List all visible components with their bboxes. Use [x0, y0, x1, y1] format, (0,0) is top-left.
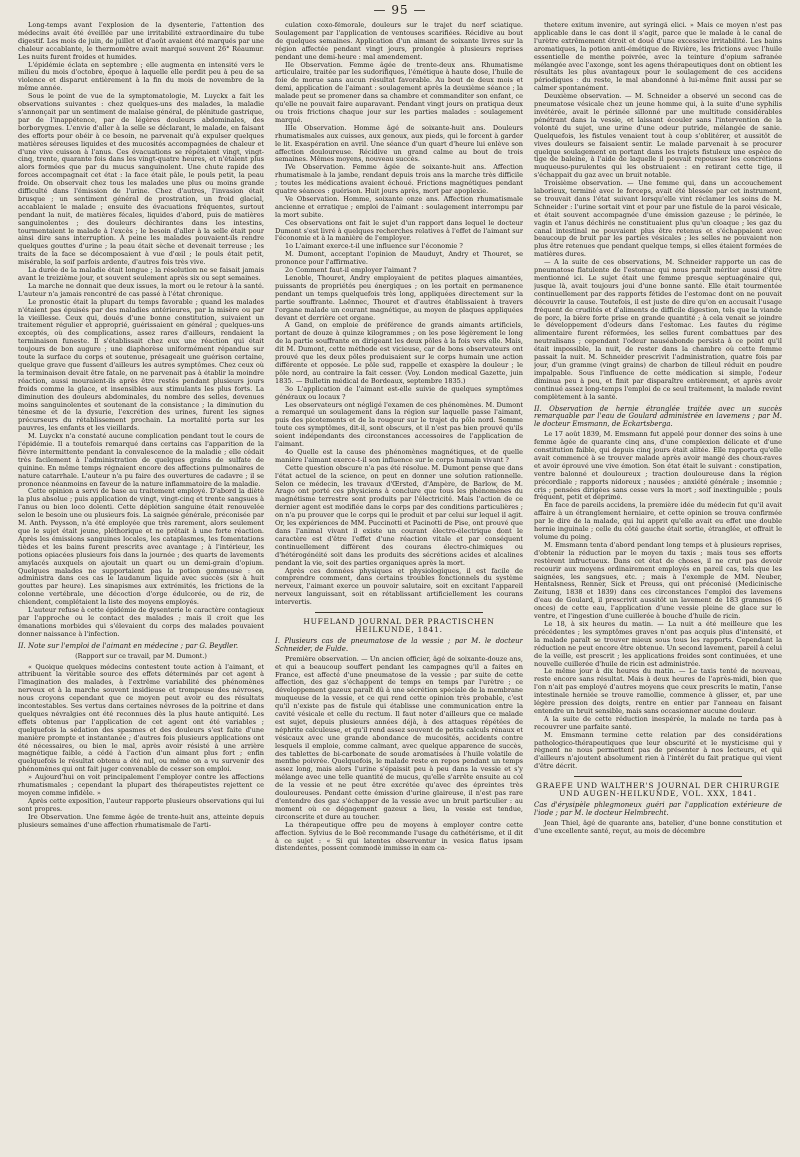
paragraph: « Quoique quelques médecins contestent toute action à l'aimant, et attribuent la véritable source des effets déterminés par cet agent à l'imagination des malades, à l'extrême variabilité des phénomènes nerveux et à la marche souvent insidieuse et trompeuse des névroses, nous croyons cependant que ce moyen peut avoir eu des résultats incontestables. Ses vertus dans certaines névroses de la poitrine et dans quelques névralgies ont été reconnues dès la plus haute antiquité. Les effets obtenus par l'application de cet agent ont été variables ; quelquefois la sédation des spasmes et des douleurs s'est faite d'une manière prompte et instantanée ; d'autres fois plusieurs applications ont été nécessaires, ou bien le mal, après avoir résisté à une arrière magnétique faible, a cédé à l'action d'un aimant plus fort ; enfin quelquefois le résultat obtenu a été nul, ou même on a vu survenir des phénomènes qui ont fait juger convenable de cesser son emploi.	[18, 662, 264, 774]
paragraph: Deuxième observation. — M. Schneider a observé un second cas de pneumatose vésicale chez un jeune homme qui, à la suite d'une syphilis invétérée, avait le périnée sillonné par une multitude considérables pénétrant dans la vessie, et laissant écouler sans l'intervention de la volonté du sujet, une urine d'une odeur putride, mélangée de sanie. Quelquefois, les fistules venaient tout à coup s'oblitérer, et aussitôt de vives douleurs se faisaient sentir. Le malade parvenait à se procurer quelque soulagement en portant dans les trajets fistuleux une espèce de tige de baleine, à l'aide de laquelle il pouvait repousser les concrétions muqueuso-purulentes qui les obstruaient : en retirant cette tige, il s'échappait du gaz avec un bruit notable.	[534, 92, 782, 180]
paragraph: culation coxo-fémorale, douleurs sur le trajet du nerf sciatique. Soulagement par l'application de ventouses scarifiées. Récidive au bout de quelques semaines. Application d'un aimant de soixante livres sur la région affectée pendant vingt jours, prolongée à plusieurs reprises pendant une demi-heure : mal amendement.	[275, 22, 523, 61]
paragraph: — A la suite de ces observations, M. Schneider rapporte un cas de pneumatose flatulente de l'estomac qui nous paraît mériter aussi d'être mentionné ici. Le sujet était une femme presque septuagénaire qui, jusque là, avait toujours joui d'une bonne santé. Elle était tourmentée continuellement par des rapports fétides de l'estomac dont on ne pouvait découvrir la cause. Toutefois, il est juste de dire qu'on en accusait l'usage fréquent de crudités et d'aliments de difficile digestion, tels que la viande de porc, la bière forte prise en grande quantité ; à cela venait se joindre le développement d'odeurs dans l'estomac. Les fautes du régime alimentaire furent réformées, les selles furent combattues par des neutralisans ; cependant l'odeur nauséabonde persista à ce point qu'il était impossible, la nuit, de rester dans la chambre où cette femme passait la nuit. M. Schneider prescrivit l'administration, quatre fois par jour, d'un gramme (vingt grains) de charbon de tilleul réduit en poudre impalpable. Sous l'influence de cette médication si simple, l'odeur diminua peu à peu, et finit par disparaître entièrement, et après avoir continué assez long-temps l'emploi de ce seul traitement, la malade revint complètement à la santé.	[534, 258, 782, 401]
paragraph: M. Dumont, acceptant l'opinion de Mauduyt, Andry et Thouret, se prononce pour l'affirmative.	[275, 250, 523, 267]
paragraph: Les observateurs ont négligé l'examen de ces phénomènes. M. Dumont a remarqué un soulagement dans la région sur laquelle passe l'aimant, puis des picotements et de la rougeur sur le trajet du pôle nord. Somme toute ces symptômes, dit-il, sont obscurs, et il n'est pas bien prouvé qu'ils soient indépendants des circonstances accessoires de l'application de l'aimant.	[275, 400, 523, 449]
paragraph: L'auteur refuse à cette épidémie de dysenterie le caractère contagieux par l'approche ou le contact des malades ; mais il croit que les émanations morbides qui s'élevaient du corps des malades pouvaient donner naissance à l'infection.	[18, 606, 264, 638]
paragraph: Le 17 août 1839, M. Emsmann fut appelé pour donner des soins à une femme âgée de quarante cinq ans, d'une complexion délicate et d'une constitution faible, qui depuis cinq jours était alitée. Elle rapporta qu'elle avait commencé à se trouver malade après avoir mangé des choux-raves et avoir éprouvé une vive émotion. Son état était le suivant : constipation, ventre balonné et douloureux ; traction douloureuse dans la région précordiale ; rapports nidoreux ; nausées ; anxiété générale ; insomnie ; cris ; pensées dirigées sans cesse vers la mort ; soif inextinguible ; pouls fréquent, petit et déprimé.	[534, 430, 782, 502]
paragraph: Après ces données physiques et physiologiques, il est facile de comprendre comment, dans certains troubles fonctionnels du système nerveux, l'aimant exerce un pouvoir salutaire, soit en excitant l'appareil nerveux languissant, soit en rétablissant artificiellement les courans intervertis.	[275, 566, 523, 607]
paragraph: 4o Quelle est la cause des phénomènes magnétiques, et de quelle manière l'aimant exerce-t-il son influence sur le corps humain vivant ?	[275, 447, 523, 464]
paragraph: Le pronostic était la plupart du temps favorable ; quand les malades n'étaient pas épuisés par des maladies antérieures, par la misère ou par la vieillesse. Ceux qui, doués d'une bonne constitution, suivaient un traitement régulier et approprié, guérissaient en général ; quelques-uns exceptés, où des complications, assez rares d'ailleurs, rendaient la terminaison funeste. Il s'établissait chez eux une réaction qui était toujours de bon augure ; une diaphorèse uniformément répandue sur toute la surface du corps et soutenue, présageait une guérison certaine, quelque grave que fussent d'ailleurs les autres symptômes. Chez ceux où la terminaison devait être fatale, on ne parvenait pas à établir la moindre réaction, aussi mouraient-ils après être restés pendant plusieurs jours froids comme la glace, et insensibles aux stimulants les plus forts. La diminution des douleurs abdominales, du nombre des selles, devenues moins sanguinolentes et soutenant de la consistance ; la diminution du ténesme et de la dysurie, l'excrétion des urines, furent les signes précurseurs du rétablissement prochain. La mortalité porta sur les pauvres, les enfants et les vieillards.	[18, 297, 264, 433]
paragraph: La durée de la maladie était longue ; la résolution ne se faisait jamais avant le treizième jour, et souvent seulement après six ou sept semaines.	[18, 266, 264, 282]
paragraph: IIe Observation. Femme âgée de trente-deux ans. Rhumatisme articulaire, traitée par les sudorifiques, l'émétique à haute dose, l'huile de foie de morue sans aucun résultat favorable. Au bout de deux mois et demi, application de l'aimant : soulagement après la deuxième séance ; la malade peut se promener dans sa chambre et commanditer son enfant, ce qu'elle ne pouvait faire auparavant. Pendant vingt jours on pratiqua deux ou trois frictions chaque jour sur les parties malades : soulagement marqué.	[275, 60, 523, 124]
paragraph: La thérapeutique offre peu de moyens à employer contre cette affection. Sylvius de le Boë recommande l'usage du cathétérisme, et il dit à ce sujet : « Si qui latentes observentur in vesica flatus ipsam distendentes, possent commodè immisso in eam ca-	[275, 820, 523, 853]
section-title: Cas d'érysipèle phlegmoneux guéri par l'application extérieure de l'iode ; par M. le docteur Helmbrecht.	[534, 801, 782, 817]
section-title: I. Plusieurs cas de pneumatose de la vessie ; par M. le docteur Schneider, de Fulde.	[275, 636, 523, 653]
column-middle	[275, 22, 523, 1150]
section-title: II. Note sur l'emploi de l'aimant en médecine ; par G. Beydler.	[18, 641, 239, 650]
paragraph: Ces observations ont fait le sujet d'un rapport dans lequel le docteur Dumont s'est livré à quelques recherches relatives à l'effet de l'aimant sur l'économie et à la manière de l'employer.	[275, 218, 523, 243]
paragraph: 1o L'aimant exerce-t-il une influence sur l'économie ?	[285, 242, 463, 251]
paragraph: M. Emsmann termine cette relation par des considérations pathologico-thérapeutiques que leur obscurité et le mysticisme qui y règnent ne nous permettent pas de présenter à nos lecteurs, et qui d'ailleurs n'ajoutent absolument rien à l'intérêt du fait pratique qui vient d'être décrit.	[534, 730, 782, 771]
journal-heading: GRAEFE UND WALTHER'S JOURNAL DER CHIRURGIE UND AUGEN-HEILKUNDE, VOL. XXX, 1841.	[536, 781, 780, 799]
section-title: II. Observation de hernie étranglée traitée avec un succès remarquable par l'eau de Goulard administrée en lavemens ; par M. le docteur Emsmann, de Eckartsberga.	[534, 404, 782, 429]
column-right	[534, 22, 782, 1150]
paragraph: A la suite de cette réduction inespérée, la malade ne tarda pas à recouvrer une parfaite santé.	[534, 714, 782, 731]
paragraph: IVe Observation. Femme âgée de soixante-huit ans. Affection rhumatismale à la jambe, rendant depuis trois ans la marche très difficile ; toutes les médications avaient échoué. Frictions magnétiques pendant quatre séances : guérison. Huit jours après, mort par apoplexie.	[275, 163, 523, 196]
paragraph: Cette question obscure n'a pas été résolue. M. Dumont pense que dans l'état actuel de la science, on peut en donner une solution rationnelle. Selon ce médecin, les travaux d'Œrsted, d'Ampère, de Barlow, de M. Arago ont porté ces physiciens à conclure que tous les phénomènes du magnétisme terrestre sont produits par l'électricité. Mais l'action de ce dernier agent est modifiée dans le corps par des conditions particulières ; on n'a pu prouver que le corps qui le produit et par celui sur lequel il agit. Or, les expériences de MM. Puccinotti et Pacinotti de Pise, ont prouvé que dans l'animal vivant il existe un courant électro-électrique dont le caractère est d'être l'effet d'une réaction vitale et par conséquent continuellement différent des courans électro-chimiques ou d'hétérogénéité soit dans les produits des sécrétions acides et alcalines pendant la vie, soit des parties organiques après la mort.	[275, 463, 523, 567]
paragraph: Long-temps avant l'explosion de la dysenterie, l'attention des médecins avait été éveillée par une irritabilité extraordinaire du tube digestif. Les mois de juin, de juillet et d'août avaient été marqués par une chaleur accablante, le thermomètre avait marqué souvent 26° Réaumur. Les nuits furent froides et humides.	[18, 22, 264, 61]
paragraph: Lenoble, Thouret, Andry employaient de petites plaques aimantées, puissants de propriétés peu énergiques ; on les portait en permanence pendant un temps quelquefois très long, appliquées directement sur la partie souffrante. Laënnec, Thouret et d'autres établissaient à travers l'organe malade un courant magnétique, au moyen de plaques appliquées devant et derrière cet organe.	[275, 274, 523, 322]
paragraph: Le même jour à dix heures du matin. — Le taxis tenté de nouveau, reste encore sans résultat. Mais à deux heures de l'après-midi, bien que l'on n'ait pas employé d'autres moyens que ceux prescrits le matin, l'anse intestinale herniée se trouve ramollie, commence à glisser, et, par une légère pression des doigts, rentre en entier par l'anneau en faisant entendre un bruit sensible, mais sans occasionner aucune douleur.	[534, 667, 782, 715]
paragraph: A Gand, on emploie de préférence de grands aimants artificiels, portant de douze à quinze kilogrammes ; on les pose légèrement le long de la partie souffrante en dirigeant les deux pôles à la fois vers elle. Mais, dit M. Dumont, cette méthode est vicieuse, car de bons observateurs ont prouvé que les deux pôles produisaient sur le corps humain une action différente et opposée. Le pôle sud, rappelle et exaspère la douleur ; le pôle nord, au contraire la fait cesser. (Voy. London medical Gazette, juin 1835. — Bulletin médical de Bordeaux, septembre 1835.)	[275, 321, 523, 385]
journal-heading: HUFELAND JOURNAL DER PRACTISCHEN HEILKUNDE, 1841.	[303, 617, 495, 634]
paragraph: Cette opinion a servi de base au traitement employé. D'abord la diète la plus absolue ; puis application de vingt, vingt-cinq et trente sangsues à l'anus ou bien loco dolenti. Cette déplétion sanguine était renouvelée selon le besoin une ou plusieurs fois. La saignée générale, préconisée par M. Anth. Peysson, n'a été employée que très rarement, alors seulement que le sujet était jeune, pléthorique et ne prêtait à une forte réaction. Après les émissions sanguines locales, les cataplasmes, les fomentations tièdes et les bains furent prescrits avec avantage ; à l'intérieur, les potions opiacées plusieurs fois dans la journée ; des quarts de lavements amylacés auxquels on ajoutait un quart ou un demi-grain d'opium. Quelques malades ne supportaient pas la potion gommeuse : on administra dans ces cas le laudanum liquide avec succès (six à huit gouttes par heure). Les sinapismes aux extrémités, les frictions de la colonne vertébrale, une décoction d'orge édulcorée, ou de riz, de chiendent, complétaient la liste des moyens employés.	[18, 487, 264, 607]
page-number: — 95 —	[373, 3, 427, 17]
paragraph: Troisième observation. — Une femme qui, dans un accouchement laborieux, terminé avec le forceps, avait été blessée par cet instrument, se trouvait dans l'état suivant lorsqu'elle vint réclamer les soins de M. Schneider : l'urine sortait vint et pour par une fistule de la paroi vésicale, et était souvent accompagnée d'une émission gazeuse ; le périnée, le vagin et l'anus déchirés ne constituaient plus qu'un cloaque ; les gaz du canal intestinal ne pouvaient plus être retenus et s'échappaient avec beaucoup de bruit par les parties vésicales ; les selles ne pouvaient non plus être retenues que pendant quelque temps, si elles étaient formées de matières dures.	[534, 179, 782, 259]
paragraph: M. Luyckx n'a constaté aucune complication pendant tout le cours de l'épidémie. Il a toutefois remarqué dans certains cas l'apparition de la fièvre intermittente pendant la convalescence de la maladie ; elle cédait très facilement à l'administration de quelques grains de sulfate de quinine. En même temps régnaient encore des affections pulmonaires de nature catarrhale. L'auteur n'a pu faire des ouvertures de cadavre ; il se prononce néanmoins en faveur de la nature inflammatoire de la maladie.	[18, 432, 264, 488]
paragraph: La marche ne donnait que deux issues, la mort ou le retour à la santé. L'auteur n'a jamais rencontré de cas passé à l'état chronique.	[18, 281, 264, 298]
paragraph: » Aujourd'hui on voit principalement l'employer contre les affections rhumatismales ; cependant la plupart des thérapeutistes rejettent ce moyen comme infidèle. »	[18, 773, 264, 797]
paragraph: Après cette exposition, l'auteur rapporte plusieurs observations qui lui sont propres.	[18, 796, 264, 813]
paragraph: Sous le point de vue de la symptomatologie, M. Luyckx a fait les observations suivantes : chez quelques-uns des malades, la maladie s'annonçait par un sentiment de malaise général, de plénitude gastrique, par de l'inappétence, par de légères douleurs abdominales, des borborygmes. L'envie d'aller à la selle se déclarant, le malade, en faisant des efforts pour obéir à ce besoin, ne parvenait qu'à expulser quelques matières séreuses liquides et des mucosités accompagnées de chaleur et d'une vive cuisson à l'anus. Ces évacuations se répétaient vingt, vingt-cinq, trente, quarante fois dans les vingt-quatre heures, et n'étaient plus alors formées que par du mucus sanguinolent. Une chute rapide des forces accompagnait cet état : la face était pâle, le pouls petit, la peau froide. On observait chez tous les malades une plus ou moins grande difficulté dans l'émission de l'urine. Chez d'autres, l'invasion était brusque ; un sentiment général de prostration, un froid glacial, accablaient le malade ; ensuite des évacuations fréquentes, surtout pendant la nuit, de matières fécales, liquides d'abord, puis de matières sanguinolentes ; des douleurs déchirantes dans les intestins, tourmentaient le malade à l'excès ; le besoin d'aller à la selle était pour ainsi dire sans interruption. À peine les malades pouvaient-ils rendre quelques gouttes d'urine ; la peau était sèche et devenait terreuse ; les traits de la face se décomposaient à vue d'œil ; le pouls était petit, misérable, la soif parfois ardente, d'autres fois très vive.	[18, 92, 264, 267]
column-left	[18, 22, 264, 1150]
divider	[574, 776, 742, 777]
paragraph: L'épidémie éclata en septembre ; elle augmenta en intensité vers le milieu du mois d'octobre, époque à laquelle elle perdit peu à peu de sa violence et disparut entièrement à la fin du mois de novembre de la même année.	[18, 60, 264, 93]
paragraph: En face de pareils accidens, la première idée du médecin fut qu'il avait affaire à un étranglement herniaire, et cette opinion se trouva confirmée par le dire de la malade, qui lui apprit qu'elle avait eu effet une double hernie inguinale ; celle du côté gauche était sortie, étranglée, et offrait le volume du poing.	[534, 501, 782, 541]
paragraph: thetere exitum invenire, aut syringâ elici. » Mais ce moyen n'est pas applicable dans le cas dont il s'agit, parce que le malade à le canal de l'urètre extrêmement étroit et doué d'une excessive irritabilité. Les bains aromatiques, la potion anti-émétique de Rivière, les frictions avec l'huile essentielle de menthe poivrée, avec la teinture d'opium safranée mélangée avec l'axonge, sont les agens thérapeutiques dont on obtient les résultats les plus avantageux pour le soulagement de ces accidens périodiques : du reste, le mal abandonné à lui-même finit aussi par se calmer spontanément.	[534, 22, 782, 93]
paragraph: Ire Observation. Une femme âgée de trente-huit ans, atteinte depuis plusieurs semaines d'une affection rhumatismale de l'arti-	[18, 812, 264, 829]
paragraph: Le 18, à six heures du matin. — La nuit a été meilleure que les précédentes ; les symptômes graves n'ont pas acquis plus d'intensité, et la malade paraît se trouver mieux sous tous les rapports. Cependant la réduction ne peut encore être obtenue. Un second lavement, pareil à celui de la veille, est prescrit ; les applications froides sont continuées, et une nouvelle cuillerée d'huile de ricin est administrée.	[534, 619, 782, 668]
paragraph: M. Emsmann tenta d'abord pendant long temps et à plusieurs reprises, d'obtenir la réduction par le moyen du taxis ; mais tous ses efforts restèrent infructueux. Dans cet état de choses, il ne crut pas devoir recourir aux moyens ordinairement employés en pareil cas, tels que les saignées, les sangsues, etc. ; mais à l'exemple de MM. Neuber, Hentalsness, Renner, Sick et Preuss, qui ont préconisé (Medicinische Zeitung, 1838 et 1839) dans ces circonstances l'emploi des lavemens d'eau de Goulard, il prescrivit aussitôt un lavement de 183 grammes (6 onces) de cette eau, l'application d'une vessie pleine de glace sur le ventre, et l'ingestion d'une cuillerée à bouche d'huile de ricin.	[534, 540, 782, 621]
report-note: (Rapport sur ce travail, par M. Dumont.)	[75, 651, 207, 660]
paragraph: 2o Comment faut-il employer l'aimant ?	[285, 266, 417, 275]
paragraph: Première observation. — Un ancien officier, âgé de soixante-douze ans, et qui a beaucoup souffert pendant les campagnes qu'il a faites en France, est affecté d'une pneumatose de la vessie ; par suite de cette affection, des gaz s'échappent de temps en temps par l'urètre ; ce développement gazeux paraît dû à une sécrétion spéciale de la membrane muqueuse de la vessie, et ce qui rend cette opinion très probable, c'est qu'il n'existe pas de fistule qui établisse une communication entre la cavité vésicale et celle du rectum. Il faut noter d'ailleurs que ce malade est sujet, depuis plusieurs années déjà, à des attaques répétées de néphrite calculeuse, et qu'il rend assez souvent de petits calculs rénaux et vésicaux avec une grande abondance de mucosités, accidents contre lesquels il emploie, comme calmant, avec quelque apparence de succès, des tablettes de bi-carbonate de soude aromatisées à l'huile volatile de menthe poivrée. Quelquefois, le malade reste en repos pendant un temps assez long, mais alors l'urine s'épaissit peu à peu dans la vessie et s'y mélange avec une telle quantité de mucus, qu'elle s'arrête ensuite au col de la vessie et ne peut être excrétée qu'avec des épreintes très douloureuses. Pendant cette émission d'urine glaireuse, il n'est pas rare d'entendre des gaz s'échapper de la vessie avec un bruit particulier : au moment où ce dégagement gazeux a lieu, la vessie est tendue, circonscrite et dure au toucher.	[275, 654, 523, 821]
paragraph: IIIe Observation. Homme âgé de soixante-huit ans. Douleurs rhumatismales aux cuisses, aux genoux, aux pieds, qui le forcent à garder le lit. Exaspération en avril. Une séance d'un quart d'heure lui enlève son affection douloureuse. Récidive un grand calme au bout de trois semaines. Mêmes moyens, nouveau succès.	[275, 123, 523, 164]
paragraph: 3o L'application de l'aimant est-elle suivie de quelques symptômes généraux ou locaux ?	[275, 384, 523, 401]
divider	[315, 612, 483, 613]
paragraph: Ve Observation. Homme, soixante onze ans. Affection rhumatismale ancienne et erratique ; emploi de l'aimant : soulagement interrompu par la mort subite.	[275, 194, 523, 219]
paragraph: Jean Thiel, âgé de quarante ans, batelier, d'une bonne constitution et d'une excellente santé, reçut, au mois de décembre	[534, 818, 782, 835]
